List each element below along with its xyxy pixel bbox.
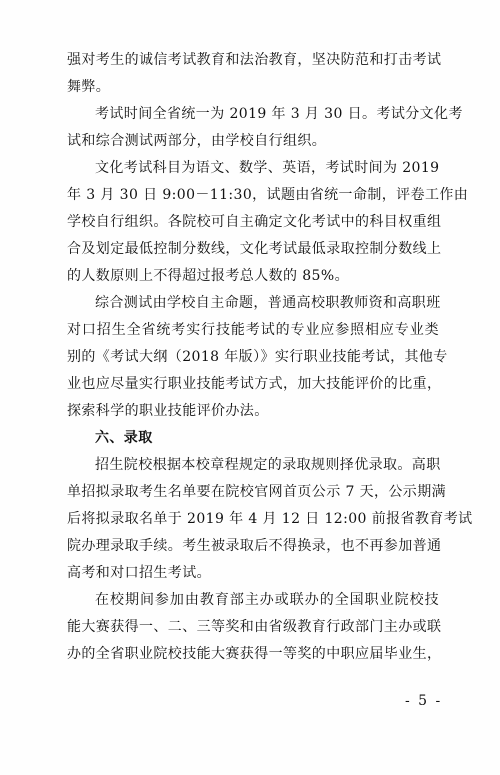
- text-line: 学校自行组织。各院校可自主确定文化考试中的科目权重组: [67, 214, 442, 230]
- text-line: 年 3 月 30 日 9:00－11:30，试题由省统一命制，评卷工作由: [67, 187, 469, 203]
- text-line: 强对考生的诚信考试教育和法治教育，坚决防范和打击考试: [67, 52, 442, 68]
- text-line: 试和综合测试两部分，由学校自行组织。: [67, 133, 327, 149]
- text-line: 单招拟录取考生名单要在院校官网首页公示 7 天，公示期满: [67, 484, 447, 500]
- text-line: 在校期间参加由教育部主办或联办的全国职业院校技: [95, 592, 439, 608]
- text-line: 院办理录取手续。考生被录取后不得换录，也不再参加普通: [67, 538, 442, 554]
- text-line: 别的《考试大纲（2018 年版）》实行职业技能考试，其他专: [67, 349, 448, 365]
- text-line: 业也应尽量实行职业技能考试方式，加大技能评价的比重，: [67, 376, 442, 392]
- text-line: 文化考试科目为语文、数学、英语，考试时间为 2019: [95, 160, 440, 176]
- text-line: 后将拟录取名单于 2019 年 4 月 12 日 12:00 前报省教育考试: [67, 511, 473, 527]
- section-heading: 六、录取: [95, 430, 153, 446]
- text-line: 办的全省职业院校技能大赛获得一等奖的中职应届毕业生，: [67, 646, 442, 662]
- text-line: 高考和对口招生考试。: [67, 565, 211, 581]
- document-body: [67, 47, 473, 668]
- text-line: 考试时间全省统一为 2019 年 3 月 30 日。考试分文化考: [95, 106, 463, 122]
- text-line: 探索科学的职业技能评价办法。: [67, 403, 269, 419]
- text-line: 招生院校根据本校章程规定的录取规则择优录取。高职: [95, 457, 441, 473]
- text-line: 对口招生全省统考实行技能考试的专业应参照相应专业类: [67, 322, 439, 338]
- text-line: 能大赛获得一、二、三等奖和由省级教育行政部门主办或联: [67, 619, 442, 635]
- page-number: - 5 -: [405, 693, 443, 709]
- text-line: 综合测试由学校自主命题，普通高校职教师资和高职班: [95, 295, 441, 311]
- text-line: 合及划定最低控制分数线，文化考试最低录取控制分数线上: [67, 241, 442, 257]
- text-line: 舞弊。: [67, 79, 111, 95]
- text-line: 的人数原则上不得超过报考总人数的 85%。: [67, 268, 349, 284]
